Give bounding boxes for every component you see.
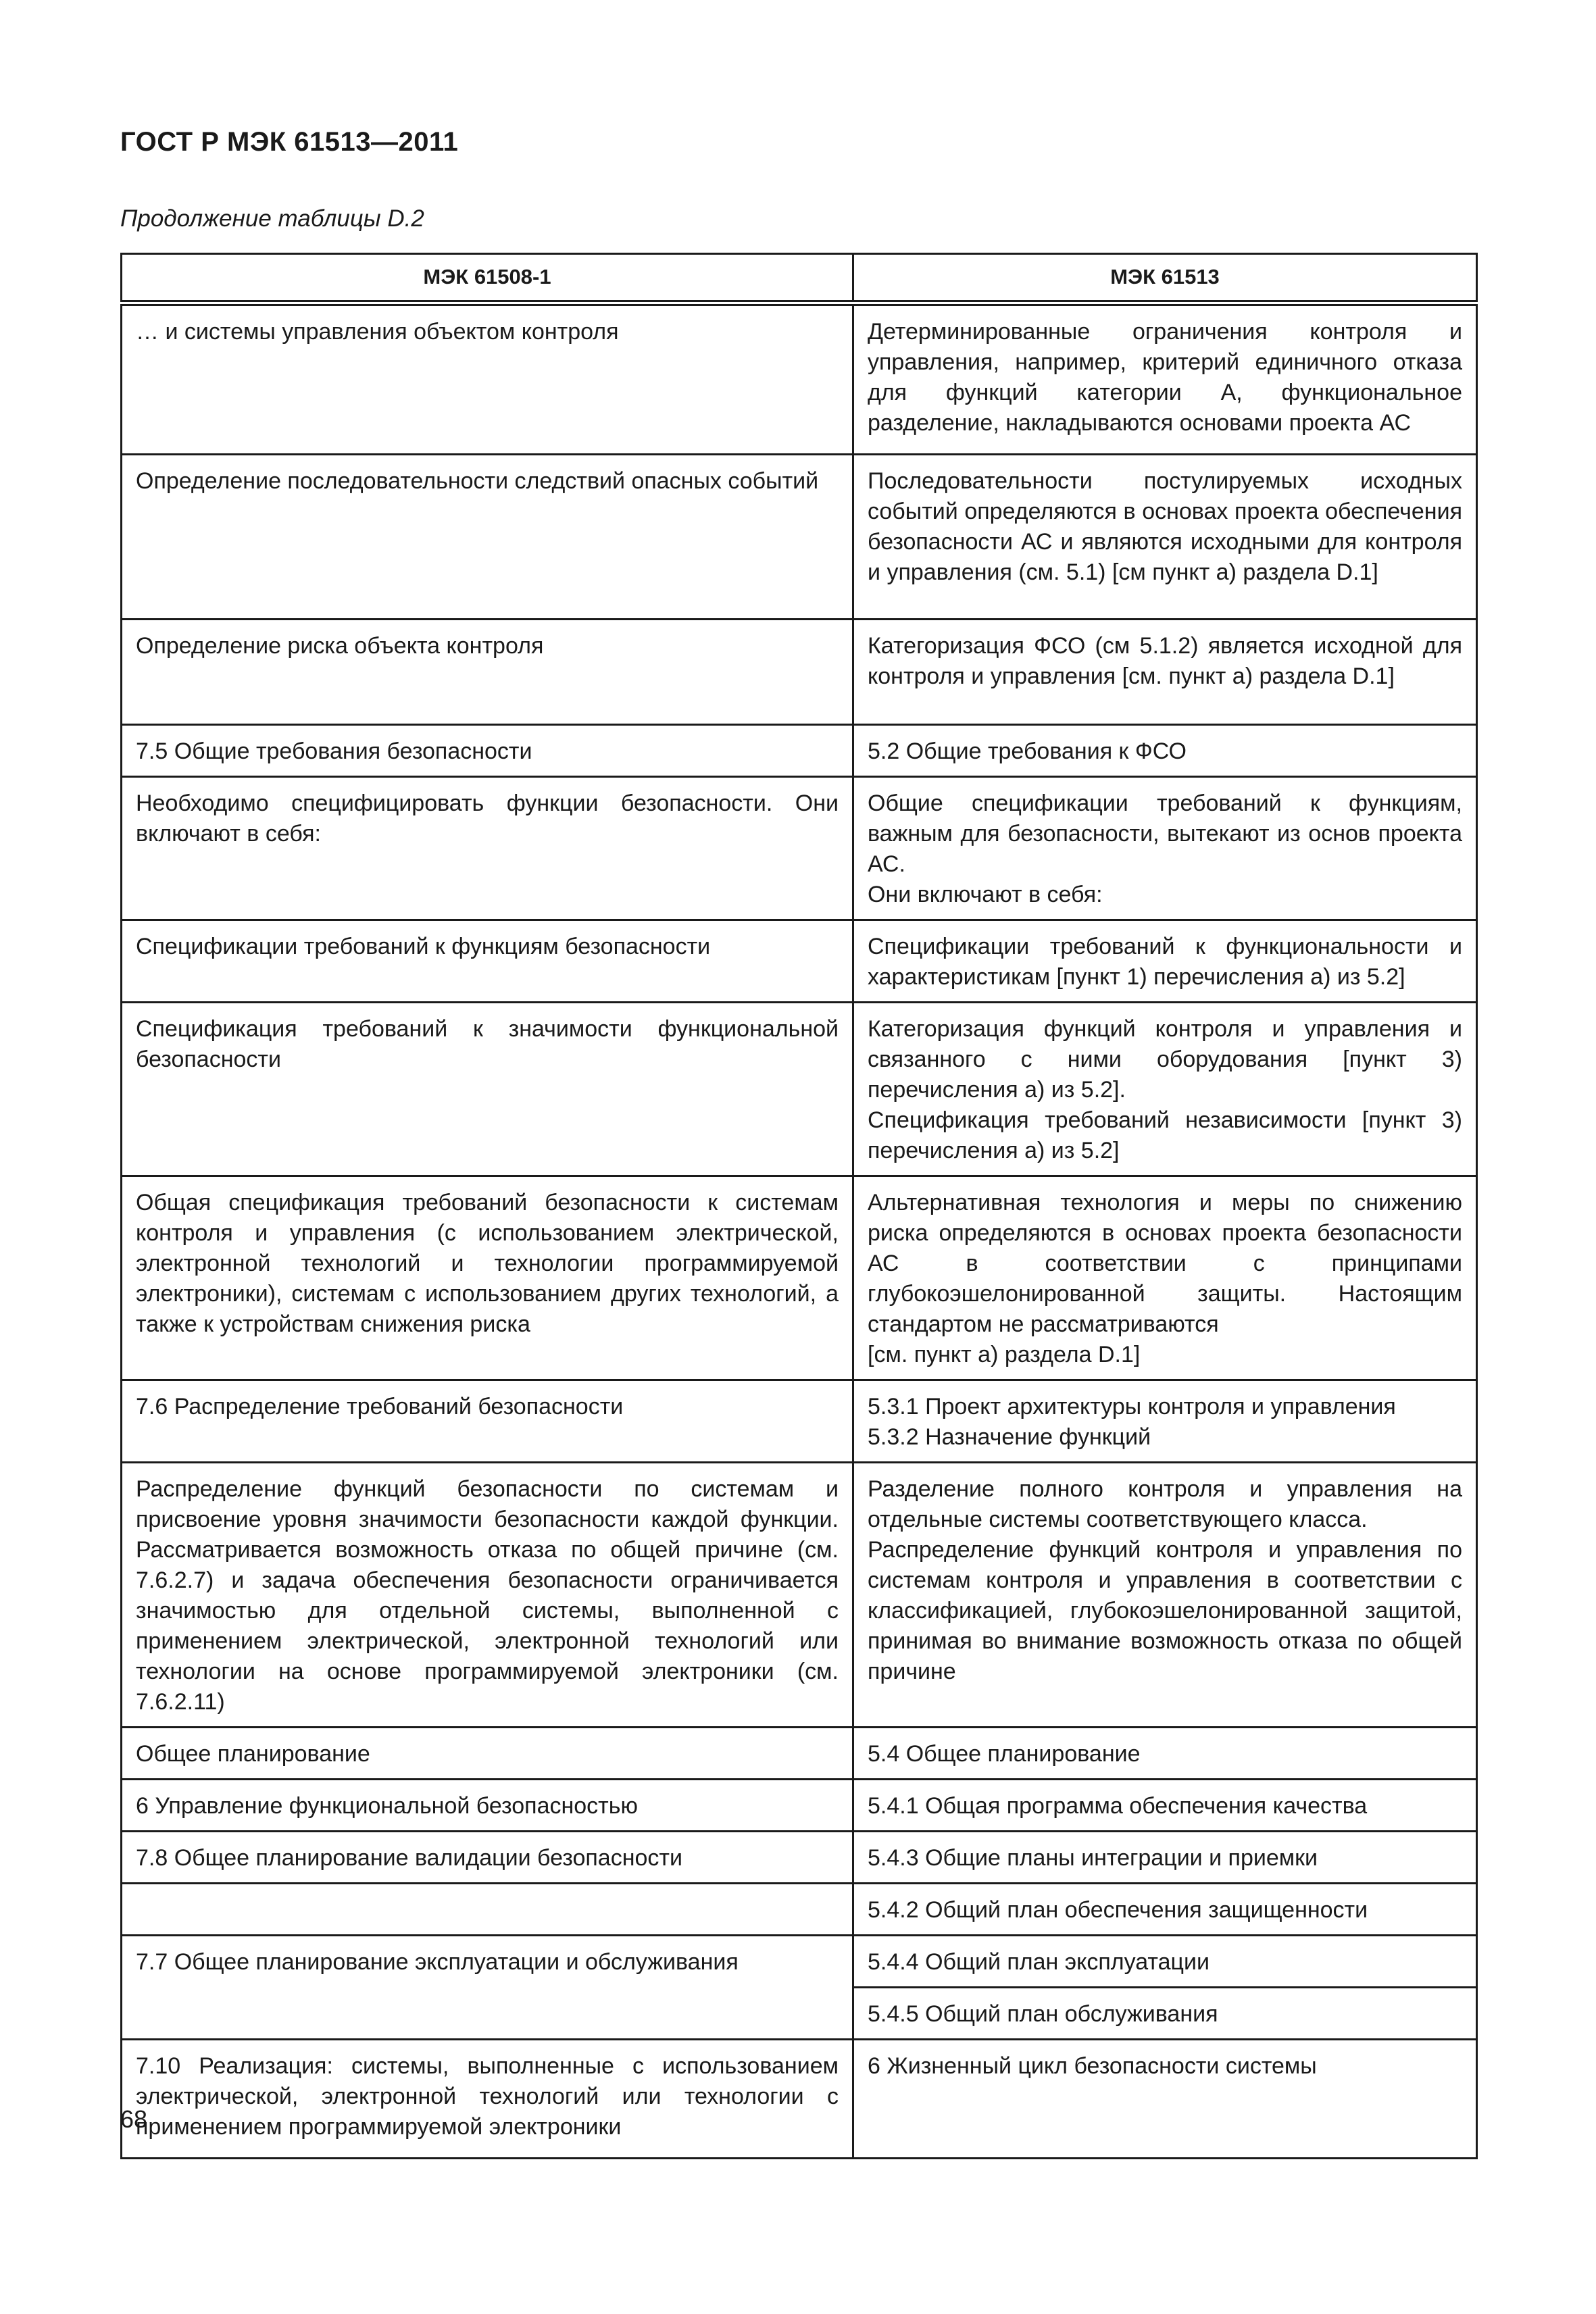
cell-iec-61508: Общая спецификация требований безопасности к системам контроля и управления (с использованием электрической, электронной технологий и технологии программируемой электроники), системам с использованием других технологий, а также к устройствам снижения риска [122,1176,853,1380]
table-row [122,1832,1477,1884]
cell-line: [см. пункт а) раздела D.1] [868,1342,1141,1367]
cell-iec-61508: Определение последовательности следствий опасных событий [122,455,853,620]
table-row [122,2040,1477,2159]
cell-iec-61513: 5.4.2 Общий план обеспечения защищенности [853,1884,1477,1936]
cell-iec-61508-empty [122,1884,853,1936]
table-header-row [122,254,1477,303]
cell-iec-61508: Спецификации требований к функциям безопасности [122,920,853,1003]
cell-iec-61508: Общее планирование [122,1728,853,1780]
cell-iec-61513: Последовательности постулируемых исходных событий определяются в основах проекта обеспечения безопасности АС и являются исходными для контроля и управления (см. 5.1) [см пункт а) раздела D.1] [853,455,1477,620]
cell-iec-61513: 6 Жизненный цикл безопасности системы [853,2040,1477,2159]
cell-iec-61513: 5.4.1 Общая программа обеспечения качества [853,1780,1477,1832]
table-row [122,620,1477,725]
cell-line: 5.3.2 Назначение функций [868,1424,1151,1450]
cell-iec-61508: Определение риска объекта контроля [122,620,853,725]
cell-iec-61513: 5.2 Общие требования к ФСО [853,725,1477,777]
cell-iec-61508: Распределение функций безопасности по системам и присвоение уровня значимости безопасности каждой функции. Рассматривается возможность отказа по общей причине (см. 7.6.2.7) и задача обеспечения безопасности ограничивается значимостью для отдельной системы, выполненной с применением электрической, электронной технологий или технологии на основе программируемой электроники (см. 7.6.2.11) [122,1463,853,1728]
cell-iec-61508: Необходимо специфицировать функции безопасности. Они включают в себя: [122,777,853,920]
table-row [122,1463,1477,1728]
cell-line: Общие спецификации требований к функциям, важным для безопасности, вытекают из основ проекта АС. [868,790,1462,877]
cell-iec-61508: 7.7 Общее планирование эксплуатации и обслуживания [122,1936,853,2040]
cell-iec-61508: 6 Управление функциональной безопасностью [122,1780,853,1832]
column-header-iec-61508: МЭК 61508-1 [122,254,853,303]
cell-line: Они включают в себя: [868,882,1103,907]
page-number: 68 [120,2105,148,2133]
cell-iec-61513 [853,1003,1477,1176]
table-row [122,455,1477,620]
cell-iec-61508: 7.5 Общие требования безопасности [122,725,853,777]
cell-line: Разделение полного контроля и управления на отдельные системы соответствующего класса. [868,1476,1462,1532]
cell-iec-61508: 7.10 Реализация: системы, выполненные с использованием электрической, электронной технологий или технологии с применением программируемой электроники [122,2040,853,2159]
table-caption: Продолжение таблицы D.2 [120,205,424,232]
cell-iec-61508: 7.6 Распределение требований безопасности [122,1380,853,1463]
table-row [122,1884,1477,1936]
cell-iec-61513 [853,1176,1477,1380]
cell-line: Альтернативная технология и меры по снижению риска определяются в основах проекта безопасности АС в соответствии с принципами глубокоэшелонированной защиты. Настоящим стандартом не рассматриваются [868,1190,1462,1337]
table-row [122,303,1477,455]
cell-iec-61513: 5.4.3 Общие планы интеграции и приемки [853,1832,1477,1884]
table-row [122,1728,1477,1780]
table-row [122,1003,1477,1176]
table-row [122,1780,1477,1832]
document-header: ГОСТ Р МЭК 61513—2011 [120,127,459,157]
table-row [122,1936,1477,1988]
cell-iec-61513: Детерминированные ограничения контроля и управления, например, критерий единичного отказа для функций категории А, функциональное разделение, накладываются основами проекта АС [853,303,1477,455]
cell-line: Спецификация требований независимости [пункт 3) перечисления а) из 5.2] [868,1107,1462,1163]
table-row [122,920,1477,1003]
cell-iec-61508: … и системы управления объектом контроля [122,303,853,455]
cell-line: 5.3.1 Проект архитектуры контроля и управления [868,1394,1396,1419]
cell-iec-61513: 5.4.4 Общий план эксплуатации [853,1936,1477,1988]
column-header-iec-61513: МЭК 61513 [853,254,1477,303]
cell-iec-61513: Спецификации требований к функциональности и характеристикам [пункт 1) перечисления а) из 5.2] [853,920,1477,1003]
cell-iec-61513: 5.4.5 Общий план обслуживания [853,1988,1477,2040]
table-row [122,1380,1477,1463]
cell-iec-61513: Категоризация ФСО (см 5.1.2) является исходной для контроля и управления [см. пункт а) раздела D.1] [853,620,1477,725]
cell-iec-61508: 7.8 Общее планирование валидации безопасности [122,1832,853,1884]
cell-iec-61513: 5.4 Общее планирование [853,1728,1477,1780]
cell-iec-61513 [853,777,1477,920]
cell-line: Категоризация функций контроля и управления и связанного с ними оборудования [пункт 3) перечисления а) из 5.2]. [868,1016,1462,1103]
cell-line: Распределение функций контроля и управления по системам контроля и управления в соответствии с классификацией, глубокоэшелонированной защитой, принимая во внимание возможность отказа по общей причине [868,1537,1462,1684]
cell-iec-61513 [853,1463,1477,1728]
cell-iec-61508: Спецификация требований к значимости функциональной безопасности [122,1003,853,1176]
comparison-table [120,253,1478,2159]
cell-iec-61513 [853,1380,1477,1463]
table-row [122,777,1477,920]
table-row [122,725,1477,777]
table-row [122,1176,1477,1380]
